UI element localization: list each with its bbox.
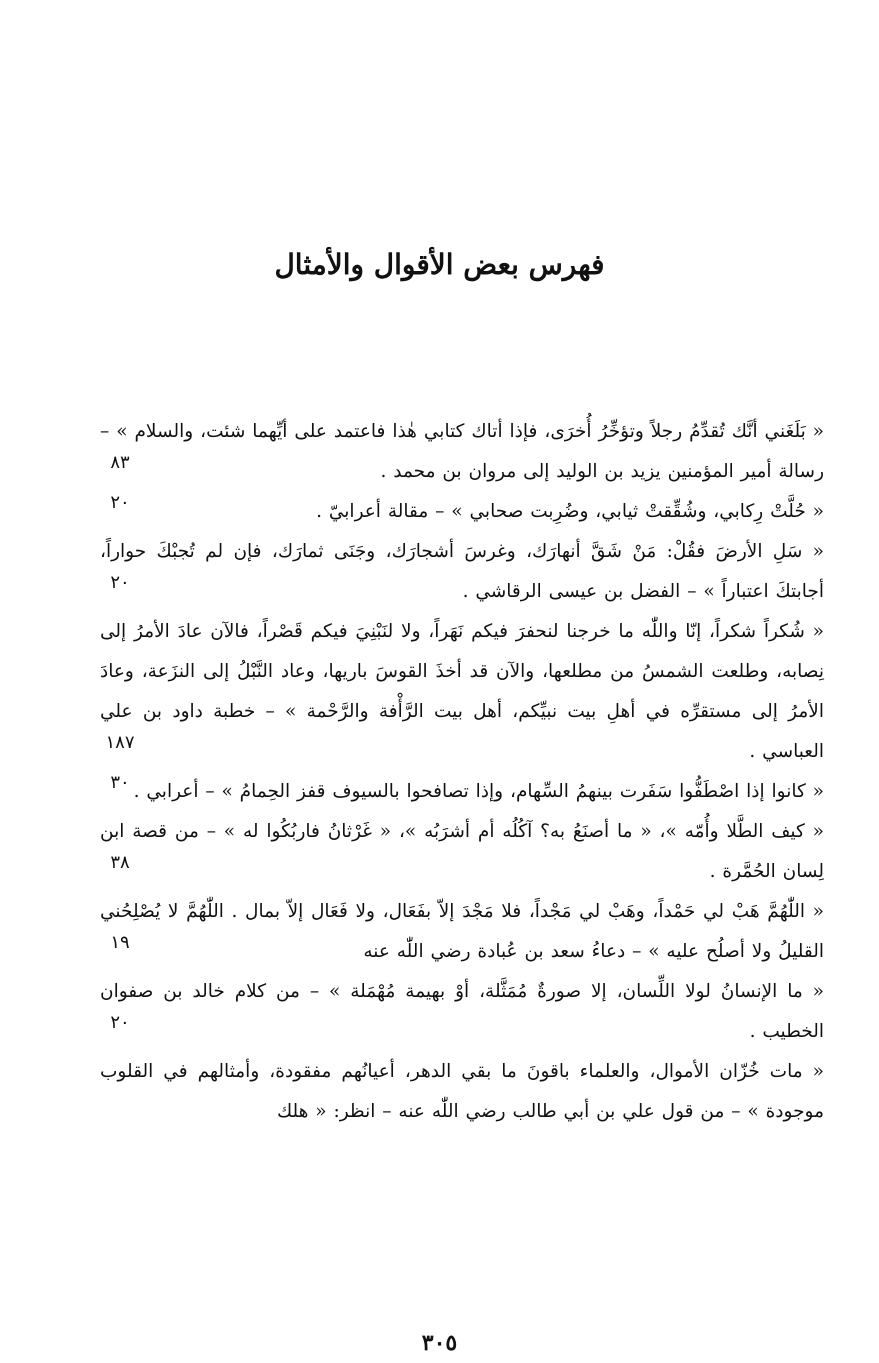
page-title: فهرس بعض الأقوال والأمثال [274,248,605,281]
entry-page-ref: ٢٠ [110,1012,130,1033]
index-entry [100,972,824,1052]
entry-text: « سَلِ الأرضَ فقُلْ: مَنْ شَقَّ أنهارَك، وغرسَ أشجارَك، وجَنَى ثمارَك، فإن لم تُجبْكَ حواراً، أجابتكَ اعتباراً » – الفضل بن عيسى الرقاشي . [100,541,824,602]
entry-page-ref: ٣٨ [110,852,130,873]
index-entry [100,772,824,812]
index-entry [100,892,824,972]
index-entry [100,492,824,532]
index-entry [100,612,824,772]
index-entry [100,1052,824,1132]
entry-text: « شُكراً شكراً، إنّا واللّٰه ما خرجنا لنحفرَ فيكم نَهَراً، ولا لنَبْنِيَ فيكم قَصْراً، فالآن عادَ الأمرُ إلى نِصابه، وطلعت الشمسُ من مطلعها، والآن قد أخذَ القوسَ باريها، وعاد النَّبْلُ إلى النزَعة، وعادَ الأمرُ إلى مستقرِّه في أهلِ بيت نبيِّكم، أهل بيت الرَّأْفة والرَّحْمة » – خطبة داود بن علي العباسي . [100,621,824,762]
entry-page-ref: ٢٠ [110,492,130,513]
entry-text: « حُلَّتْ رِكابي، وشُقِّقتْ ثيابي، وضُرِبت صحابي » – مقالة أعرابيّ . [316,501,824,522]
entry-text: « كانوا إذا اصْطَفُّوا سَفَرت بينهمُ السِّهام، وإذا تصافحوا بالسيوف قفز الحِمامُ » – أعرابي . [133,781,824,802]
entry-text: « بَلَغَني أنَّك تُقدِّمُ رجلاً وتؤخِّرُ أُخرَى، فإذا أتاك كتابي هٰذا فاعتمد على أيِّهما شئت، والسلام » – رسالة أمير المؤمنين يزيد بن الوليد إلى مروان بن محمد . [100,421,824,482]
entry-page-ref: ٣٠ [110,772,130,793]
entry-page-ref: ٢٠ [110,572,130,593]
index-entry [100,812,824,892]
index-entry [100,412,824,492]
index-entry [100,532,824,612]
entry-text: « اللّٰهُمَّ هَبْ لي حَمْداً، وهَبْ لي مَجْداً، فلا مَجْدَ إلاّ بفَعَال، ولا فَعَال إلاّ بمال . اللّٰهُمَّ لا يُصْلِحُني القليلُ ولا أصلُح عليه » – دعاءُ سعد بن عُبادة رضي اللّٰه عنه [100,901,824,962]
entry-text: « ما الإنسانُ لولا اللِّسان، إلا صورةٌ مُمَثَّلة، أوْ بهيمة مُهْمَلة » – من كلام خالد بن صفوان الخطيب . [100,981,824,1042]
entry-text: « كيف الطَّلا وأُمّه »، « ما أصنَعُ به؟ آكُلُه أم أشرَبُه »، « غَرْثانُ فاربُكُوا له » – من قصة ابن لِسان الحُمَّرة . [100,821,824,882]
entry-text: « مات خُزّان الأموال، والعلماء باقونَ ما بقي الدهر، أعيانُهم مفقودة، وأمثالهم في القلوب موجودة » – من قول علي بن أبي طالب رضي اللّٰه عنه – انظر: « هلك [100,1061,824,1122]
entry-page-ref: ٨٣ [110,452,130,473]
page-number: ٣٠٥ [421,1330,458,1356]
entry-page-ref: ١٨٧ [105,732,135,753]
entry-page-ref: ١٩ [110,932,130,953]
sayings-index-list [100,412,824,1132]
